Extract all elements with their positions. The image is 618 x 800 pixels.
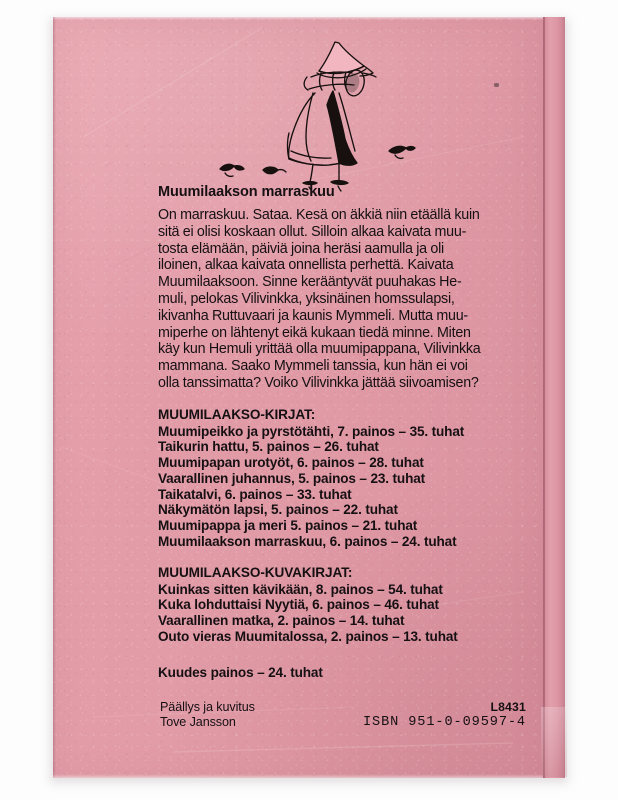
blurb-line: tosta elämään, päiviä joina heräsi aamulla ja oli [158, 240, 444, 257]
moomin-picture-books-heading: MUUMILAAKSO-KUVAKIRJAT: [158, 564, 353, 580]
blurb-line: Muumilaaksoon. Sinne kerääntyvät puuhakas He- [158, 274, 462, 291]
blurb-line: iloinen, alkaa kaivata onnellista perhettä. Kaivata [158, 257, 454, 274]
colophon [158, 699, 526, 734]
moomin-picture-books-entries [158, 582, 518, 645]
book-list-entry: Muumipapan urotyöt, 6. painos – 28. tuhat [158, 455, 424, 471]
cover-credit-line-2: Tove Jansson [160, 715, 236, 730]
blurb-line: sitä ei olisi koskaan ollut. Silloin alkaa kaivata muu- [158, 223, 467, 240]
isbn-block [326, 700, 526, 731]
book-list-entry: Outo vieras Muumitalossa, 2. painos – 13. tuhat [158, 629, 458, 645]
blurb-line: käy kun Hemuli yrittää olla muumipappana, Vilivinkka [158, 341, 481, 358]
publisher-code: L8431 [490, 699, 526, 714]
blurb-line: mammana. Saako Mymmeli tanssia, kun hän ei voi [158, 358, 468, 375]
spine-fold-crease [543, 17, 545, 778]
blurb-body [158, 207, 518, 392]
book-spine-fold [543, 17, 565, 778]
cover-top-edge-highlight [53, 17, 543, 20]
cover-bottom-edge-highlight [53, 774, 543, 778]
blurb-line: olla tanssimatta? Voiko Vilivinkka jättää siivoamisen? [158, 374, 479, 391]
blurb-line: ikivanha Ruttuvaari ja kaunis Mymmeli. Mutta muu- [158, 307, 468, 324]
printing-statement: Kuudes painos – 24. tuhat [158, 664, 323, 680]
spine-corner-crease [541, 707, 567, 777]
book-list-entry: Kuinkas sitten kävikään, 8. painos – 54. tuhat [158, 581, 443, 597]
cover-credit [160, 700, 255, 731]
book-back-cover [53, 17, 565, 779]
book-list-entry: Näkymätön lapsi, 5. painos – 22. tuhat [158, 502, 398, 518]
cover-panel [53, 17, 543, 778]
moomin-books-heading: MUUMILAAKSO-KIRJAT: [158, 406, 316, 422]
blurb-line: On marraskuu. Sataa. Kesä on äkkiä niin etäällä kuin [158, 206, 480, 223]
blurb-line: muli, pelokas Vilivinkka, yksinäinen homssulapsi, [158, 290, 455, 307]
book-list-entry: Muumilaakson marraskuu, 6. painos – 24. tuhat [158, 534, 457, 550]
book-list-entry: Taikurin hattu, 5. painos – 26. tuhat [158, 439, 379, 455]
snufkin-walking-with-bedroll-illustration [203, 27, 433, 192]
cover-credit-line-1: Päällys ja kuvitus [160, 699, 255, 714]
cover-left-edge-shade [53, 17, 56, 778]
blurb-line: miperhe on lähtenyt eikä kukaan tiedä minne. Miten [158, 324, 471, 341]
book-list-entry: Vaarallinen juhannus, 5. painos – 23. tuhat [158, 470, 426, 486]
moomin-books-entries [158, 424, 518, 550]
book-list-entry: Taikatalvi, 6. painos – 33. tuhat [158, 486, 352, 502]
book-list-entry: Muumipeikko ja pyrstötähti, 7. painos – 35. tuhat [158, 423, 465, 439]
book-list-entry: Kuka lohduttaisi Nyytiä, 6. painos – 46. tuhat [158, 597, 439, 613]
moomin-picture-books-section [158, 565, 518, 645]
blurb-title: Muumilaakson marraskuu [158, 184, 335, 200]
book-list-entry: Muumipappa ja meri 5. painos – 21. tuhat [158, 518, 418, 534]
paper-speck [494, 83, 499, 87]
moomin-books-section [158, 407, 518, 550]
isbn-number: ISBN 951-0-09597-4 [362, 714, 526, 730]
back-cover-text-block [158, 184, 526, 734]
book-list-entry: Vaarallinen matka, 2. painos – 14. tuhat [158, 613, 405, 629]
